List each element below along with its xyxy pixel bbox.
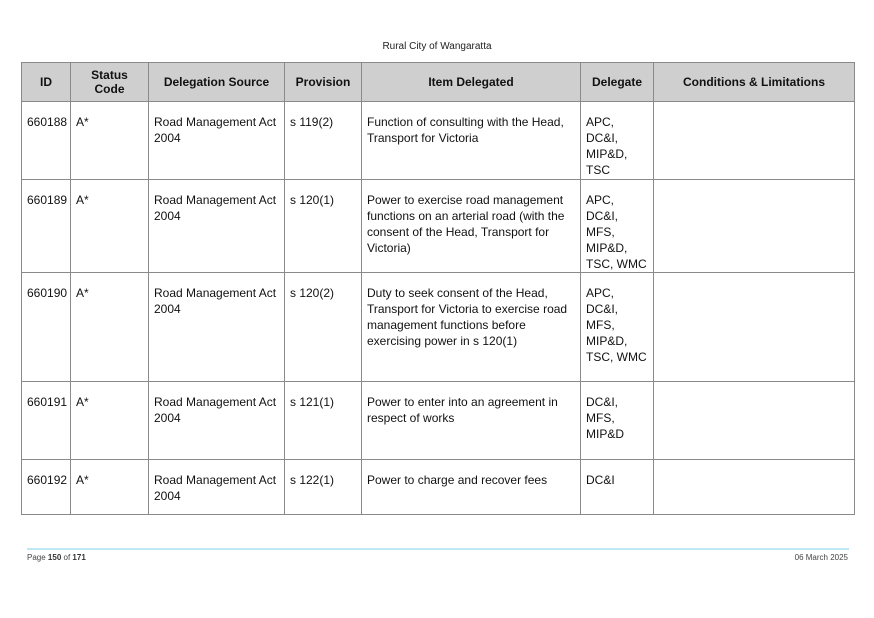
cell-item-delegated: Power to exercise road management functions on an arterial road (with the consent of the Head, Transport for Victoria) [362,180,581,273]
page-number [27,553,86,562]
cell-provision: s 119(2) [285,102,362,180]
cell-delegate: DC&I, MFS, MIP&D [581,382,654,460]
cell-delegate: APC, DC&I, MFS, MIP&D, TSC, WMC [581,273,654,382]
cell-conditions [654,460,855,515]
cell-status-code: A* [71,273,149,382]
column-header-item-delegated: Item Delegated [362,63,581,102]
cell-status-code: A* [71,180,149,273]
cell-provision: s 122(1) [285,460,362,515]
cell-conditions [654,180,855,273]
page-current: 150 [47,553,62,562]
cell-delegate: APC, DC&I, MIP&D, TSC [581,102,654,180]
cell-item-delegated: Function of consulting with the Head, Transport for Victoria [362,102,581,180]
cell-id: 660189 [22,180,71,273]
table-header-row [22,63,855,102]
column-header-id: ID [22,63,71,102]
column-header-provision: Provision [285,63,362,102]
cell-status-code: A* [71,382,149,460]
cell-id: 660191 [22,382,71,460]
table-row [22,460,855,515]
cell-conditions [654,102,855,180]
table-row [22,180,855,273]
cell-delegation-source: Road Management Act 2004 [149,102,285,180]
cell-provision: s 121(1) [285,382,362,460]
cell-provision: s 120(1) [285,180,362,273]
cell-delegation-source: Road Management Act 2004 [149,460,285,515]
cell-provision: s 120(2) [285,273,362,382]
page-prefix: Page [27,553,46,562]
footer-divider [27,548,849,550]
cell-delegation-source: Road Management Act 2004 [149,273,285,382]
column-header-status-code: Status Code [71,63,149,102]
cell-delegation-source: Road Management Act 2004 [149,180,285,273]
cell-delegate: APC, DC&I, MFS, MIP&D, TSC, WMC [581,180,654,273]
cell-id: 660190 [22,273,71,382]
table-row [22,102,855,180]
column-header-conditions-limitations: Conditions & Limitations [654,63,855,102]
cell-conditions [654,382,855,460]
page-of: of [63,553,71,562]
page-total: 171 [72,553,86,562]
cell-item-delegated: Power to charge and recover fees [362,460,581,515]
footer-date: 06 March 2025 [794,553,848,562]
cell-id: 660192 [22,460,71,515]
cell-item-delegated: Duty to seek consent of the Head, Transport for Victoria to exercise road management functions before exercising power in s 120(1) [362,273,581,382]
cell-conditions [654,273,855,382]
delegations-table [21,62,855,515]
cell-delegation-source: Road Management Act 2004 [149,382,285,460]
page-header-title: Rural City of Wangaratta [382,41,492,52]
column-header-delegation-source: Delegation Source [149,63,285,102]
cell-status-code: A* [71,102,149,180]
table-row [22,382,855,460]
cell-id: 660188 [22,102,71,180]
cell-item-delegated: Power to enter into an agreement in respect of works [362,382,581,460]
cell-status-code: A* [71,460,149,515]
table-row [22,273,855,382]
cell-delegate: DC&I [581,460,654,515]
column-header-delegate: Delegate [581,63,654,102]
